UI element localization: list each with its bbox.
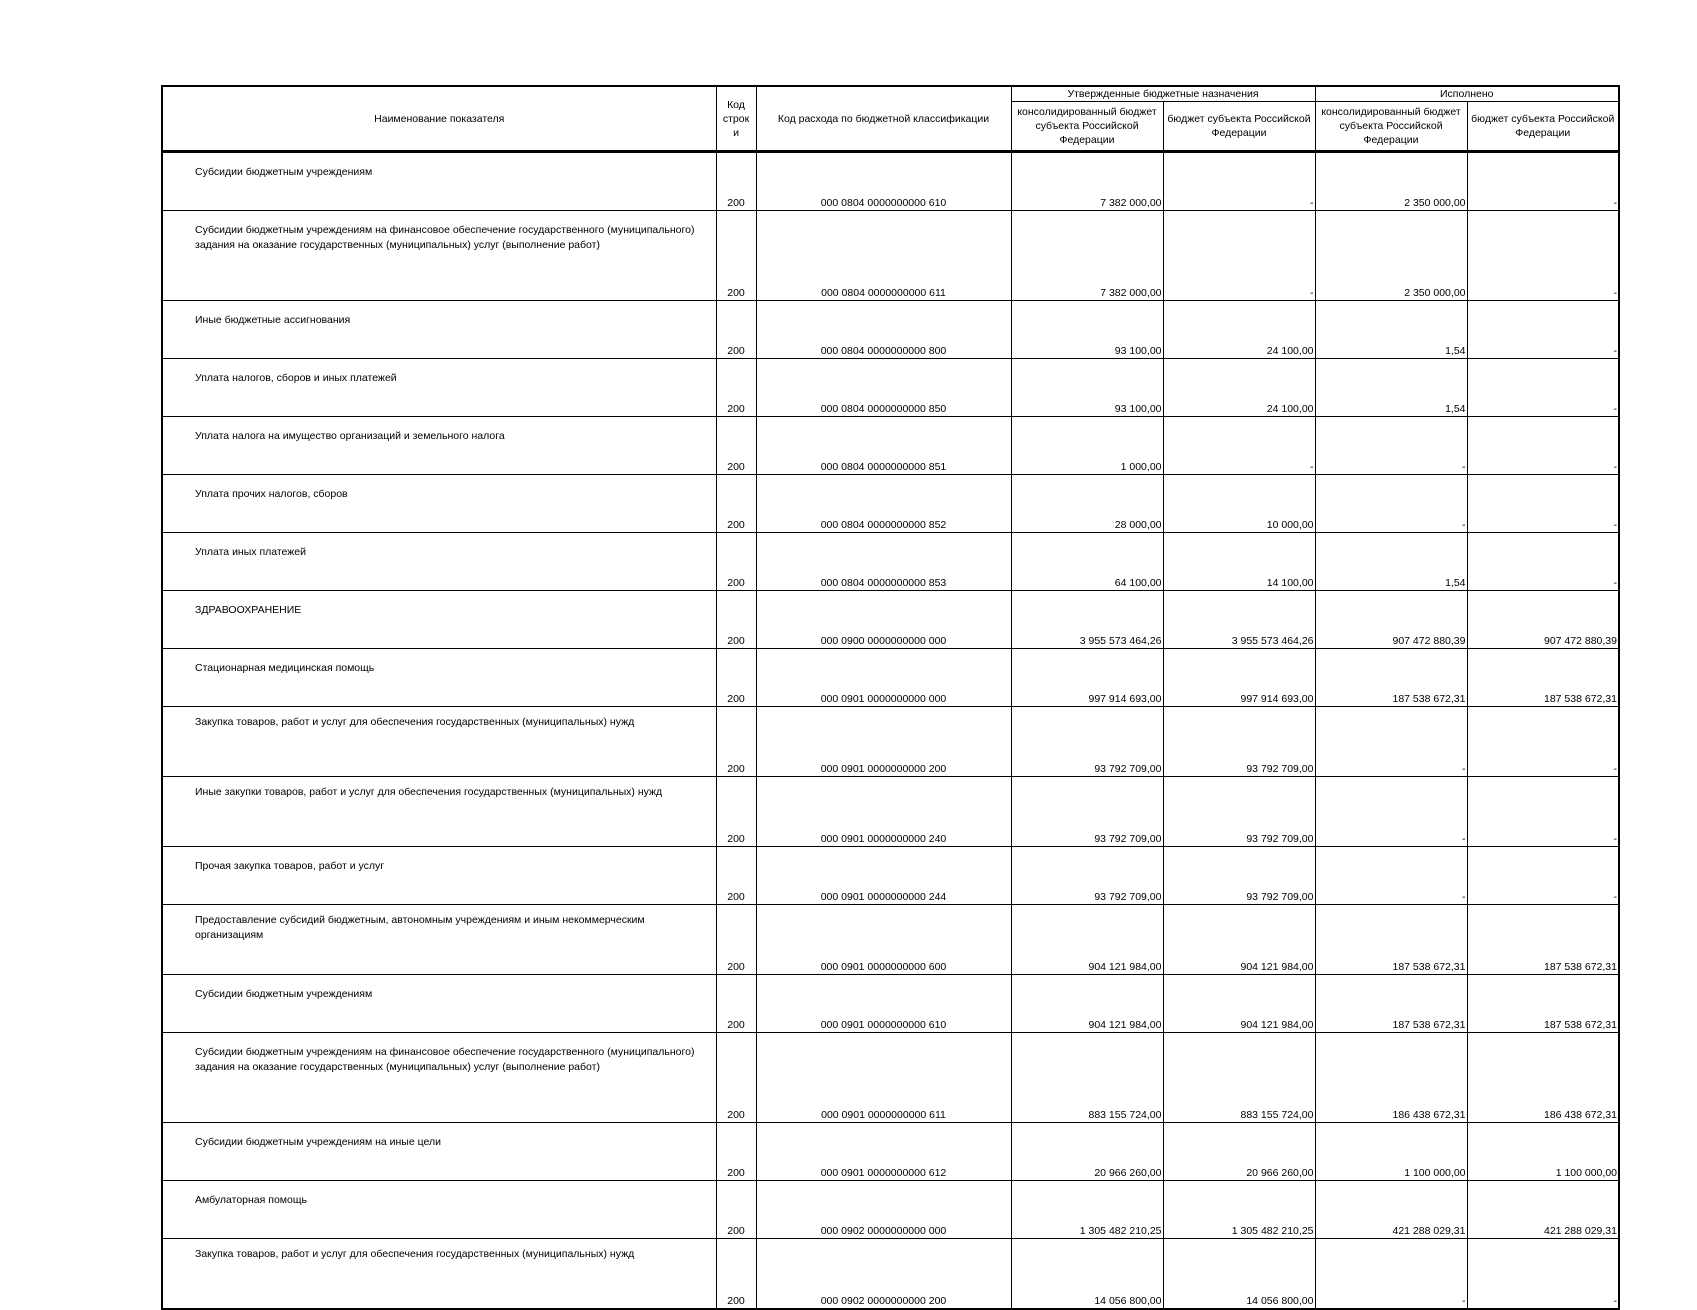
approved-subject-cell: 93 792 709,00: [1163, 777, 1315, 847]
approved-subject-cell: 20 966 260,00: [1163, 1123, 1315, 1181]
approved-consolidated-cell: 93 100,00: [1011, 359, 1163, 417]
table-row: [162, 475, 1619, 533]
executed-subject-cell: 1 100 000,00: [1467, 1123, 1619, 1181]
approved-consolidated-cell: 28 000,00: [1011, 475, 1163, 533]
table-row: [162, 649, 1619, 707]
approved-subject-cell: 883 155 724,00: [1163, 1033, 1315, 1123]
executed-consolidated-cell: -: [1315, 707, 1467, 777]
approved-subject-cell: -: [1163, 211, 1315, 301]
approved-consolidated-cell: 883 155 724,00: [1011, 1033, 1163, 1123]
executed-consolidated-cell: 907 472 880,39: [1315, 591, 1467, 649]
line-code-cell: 200: [716, 359, 756, 417]
approved-subject-cell: -: [1163, 417, 1315, 475]
header-executed-subject: бюджет субъекта Российской Федерации: [1467, 102, 1619, 152]
executed-consolidated-cell: -: [1315, 475, 1467, 533]
expense-code-cell: 000 0901 0000000000 244: [756, 847, 1011, 905]
indicator-name-cell: Закупка товаров, работ и услуг для обеспечения государственных (муниципальных) нужд: [162, 1239, 716, 1310]
table-row: [162, 707, 1619, 777]
expense-code-cell: 000 0901 0000000000 612: [756, 1123, 1011, 1181]
indicator-name-cell: Субсидии бюджетным учреждениям: [162, 152, 716, 211]
executed-subject-cell: -: [1467, 707, 1619, 777]
expense-code-cell: 000 0804 0000000000 852: [756, 475, 1011, 533]
executed-subject-cell: -: [1467, 777, 1619, 847]
indicator-name-cell: Уплата прочих налогов, сборов: [162, 475, 716, 533]
table-row: [162, 591, 1619, 649]
executed-consolidated-cell: 1,54: [1315, 301, 1467, 359]
header-executed-consolidated: консолидированный бюджет субъекта Российской Федерации: [1315, 102, 1467, 152]
table-row: [162, 1123, 1619, 1181]
executed-subject-cell: -: [1467, 1239, 1619, 1310]
expense-code-cell: 000 0804 0000000000 611: [756, 211, 1011, 301]
approved-consolidated-cell: 14 056 800,00: [1011, 1239, 1163, 1310]
expense-code-cell: 000 0902 0000000000 000: [756, 1181, 1011, 1239]
indicator-name-cell: Субсидии бюджетным учреждениям на финансовое обеспечение государственного (муниципального) задания на оказание государственных (муниципальных) услуг (выполнение работ): [162, 1033, 716, 1123]
table-row: [162, 359, 1619, 417]
table-row: [162, 1181, 1619, 1239]
executed-consolidated-cell: 2 350 000,00: [1315, 211, 1467, 301]
expense-code-cell: 000 0901 0000000000 240: [756, 777, 1011, 847]
approved-subject-cell: 904 121 984,00: [1163, 905, 1315, 975]
indicator-name-cell: Прочая закупка товаров, работ и услуг: [162, 847, 716, 905]
table-body: [162, 152, 1619, 1310]
expense-code-cell: 000 0804 0000000000 850: [756, 359, 1011, 417]
table-row: [162, 1239, 1619, 1310]
line-code-cell: 200: [716, 975, 756, 1033]
executed-subject-cell: 186 438 672,31: [1467, 1033, 1619, 1123]
indicator-name-cell: Субсидии бюджетным учреждениям: [162, 975, 716, 1033]
expense-code-cell: 000 0804 0000000000 800: [756, 301, 1011, 359]
executed-consolidated-cell: -: [1315, 777, 1467, 847]
line-code-cell: 200: [716, 777, 756, 847]
executed-subject-cell: -: [1467, 533, 1619, 591]
approved-consolidated-cell: 3 955 573 464,26: [1011, 591, 1163, 649]
line-code-cell: 200: [716, 533, 756, 591]
indicator-name-cell: Закупка товаров, работ и услуг для обеспечения государственных (муниципальных) нужд: [162, 707, 716, 777]
approved-subject-cell: 997 914 693,00: [1163, 649, 1315, 707]
executed-subject-cell: -: [1467, 475, 1619, 533]
executed-subject-cell: -: [1467, 211, 1619, 301]
line-code-cell: 200: [716, 649, 756, 707]
table-row: [162, 533, 1619, 591]
executed-subject-cell: -: [1467, 152, 1619, 211]
expense-code-cell: 000 0901 0000000000 600: [756, 905, 1011, 975]
executed-consolidated-cell: 421 288 029,31: [1315, 1181, 1467, 1239]
approved-subject-cell: 24 100,00: [1163, 359, 1315, 417]
approved-consolidated-cell: 93 792 709,00: [1011, 707, 1163, 777]
indicator-name-cell: Иные бюджетные ассигнования: [162, 301, 716, 359]
line-code-cell: 200: [716, 152, 756, 211]
approved-subject-cell: 93 792 709,00: [1163, 847, 1315, 905]
executed-consolidated-cell: 2 350 000,00: [1315, 152, 1467, 211]
indicator-name-cell: Уплата налогов, сборов и иных платежей: [162, 359, 716, 417]
approved-consolidated-cell: 7 382 000,00: [1011, 211, 1163, 301]
line-code-cell: 200: [716, 1033, 756, 1123]
table-row: [162, 152, 1619, 211]
indicator-name-cell: Стационарная медицинская помощь: [162, 649, 716, 707]
indicator-name-cell: ЗДРАВООХРАНЕНИЕ: [162, 591, 716, 649]
executed-subject-cell: 187 538 672,31: [1467, 905, 1619, 975]
executed-consolidated-cell: 1 100 000,00: [1315, 1123, 1467, 1181]
approved-consolidated-cell: 20 966 260,00: [1011, 1123, 1163, 1181]
executed-subject-cell: -: [1467, 301, 1619, 359]
table-row: [162, 905, 1619, 975]
executed-subject-cell: -: [1467, 417, 1619, 475]
approved-consolidated-cell: 1 305 482 210,25: [1011, 1181, 1163, 1239]
line-code-cell: 200: [716, 905, 756, 975]
line-code-cell: 200: [716, 1181, 756, 1239]
approved-subject-cell: 10 000,00: [1163, 475, 1315, 533]
table-row: [162, 975, 1619, 1033]
approved-subject-cell: 3 955 573 464,26: [1163, 591, 1315, 649]
line-code-cell: 200: [716, 211, 756, 301]
executed-consolidated-cell: -: [1315, 1239, 1467, 1310]
expense-code-cell: 000 0804 0000000000 610: [756, 152, 1011, 211]
approved-subject-cell: 24 100,00: [1163, 301, 1315, 359]
line-code-cell: 200: [716, 591, 756, 649]
approved-consolidated-cell: 64 100,00: [1011, 533, 1163, 591]
line-code-cell: 200: [716, 1123, 756, 1181]
line-code-cell: 200: [716, 475, 756, 533]
indicator-name-cell: Предоставление субсидий бюджетным, автономным учреждениям и иным некоммерческим организациям: [162, 905, 716, 975]
executed-subject-cell: 421 288 029,31: [1467, 1181, 1619, 1239]
expense-code-cell: 000 0900 0000000000 000: [756, 591, 1011, 649]
executed-consolidated-cell: 1,54: [1315, 533, 1467, 591]
approved-consolidated-cell: 93 100,00: [1011, 301, 1163, 359]
indicator-name-cell: Амбулаторная помощь: [162, 1181, 716, 1239]
expense-code-cell: 000 0804 0000000000 851: [756, 417, 1011, 475]
table-row: [162, 417, 1619, 475]
executed-consolidated-cell: 186 438 672,31: [1315, 1033, 1467, 1123]
header-approved-subject: бюджет субъекта Российской Федерации: [1163, 102, 1315, 152]
line-code-cell: 200: [716, 847, 756, 905]
executed-consolidated-cell: 187 538 672,31: [1315, 975, 1467, 1033]
approved-consolidated-cell: 93 792 709,00: [1011, 847, 1163, 905]
approved-subject-cell: 14 056 800,00: [1163, 1239, 1315, 1310]
approved-consolidated-cell: 1 000,00: [1011, 417, 1163, 475]
approved-subject-cell: 1 305 482 210,25: [1163, 1181, 1315, 1239]
expense-code-cell: 000 0902 0000000000 200: [756, 1239, 1011, 1310]
approved-consolidated-cell: 93 792 709,00: [1011, 777, 1163, 847]
table-row: [162, 211, 1619, 301]
approved-consolidated-cell: 904 121 984,00: [1011, 905, 1163, 975]
approved-subject-cell: 14 100,00: [1163, 533, 1315, 591]
header-approved-consolidated: консолидированный бюджет субъекта Российской Федерации: [1011, 102, 1163, 152]
indicator-name-cell: Уплата налога на имущество организаций и земельного налога: [162, 417, 716, 475]
indicator-name-cell: Субсидии бюджетным учреждениям на финансовое обеспечение государственного (муниципального) задания на оказание государственных (муниципальных) услуг (выполнение работ): [162, 211, 716, 301]
header-executed-group: Исполнено: [1315, 86, 1619, 102]
expense-code-cell: 000 0901 0000000000 610: [756, 975, 1011, 1033]
indicator-name-cell: Уплата иных платежей: [162, 533, 716, 591]
header-line-code: Код строк и: [716, 86, 756, 152]
table-row: [162, 847, 1619, 905]
table-header: [162, 86, 1619, 152]
expense-code-cell: 000 0901 0000000000 000: [756, 649, 1011, 707]
header-indicator-name: Наименование показателя: [162, 86, 716, 152]
executed-consolidated-cell: 187 538 672,31: [1315, 649, 1467, 707]
approved-subject-cell: 904 121 984,00: [1163, 975, 1315, 1033]
executed-consolidated-cell: -: [1315, 847, 1467, 905]
table-row: [162, 301, 1619, 359]
header-expense-code: Код расхода по бюджетной классификации: [756, 86, 1011, 152]
executed-subject-cell: 907 472 880,39: [1467, 591, 1619, 649]
executed-consolidated-cell: 187 538 672,31: [1315, 905, 1467, 975]
approved-consolidated-cell: 997 914 693,00: [1011, 649, 1163, 707]
executed-subject-cell: -: [1467, 359, 1619, 417]
line-code-cell: 200: [716, 301, 756, 359]
expense-code-cell: 000 0804 0000000000 853: [756, 533, 1011, 591]
approved-subject-cell: 93 792 709,00: [1163, 707, 1315, 777]
line-code-cell: 200: [716, 707, 756, 777]
table-row: [162, 777, 1619, 847]
expense-code-cell: 000 0901 0000000000 200: [756, 707, 1011, 777]
executed-subject-cell: 187 538 672,31: [1467, 649, 1619, 707]
executed-consolidated-cell: 1,54: [1315, 359, 1467, 417]
expense-code-cell: 000 0901 0000000000 611: [756, 1033, 1011, 1123]
line-code-cell: 200: [716, 417, 756, 475]
executed-subject-cell: 187 538 672,31: [1467, 975, 1619, 1033]
table-row: [162, 1033, 1619, 1123]
executed-subject-cell: -: [1467, 847, 1619, 905]
approved-subject-cell: -: [1163, 152, 1315, 211]
budget-execution-table: [161, 85, 1620, 1310]
executed-consolidated-cell: -: [1315, 417, 1467, 475]
indicator-name-cell: Иные закупки товаров, работ и услуг для обеспечения государственных (муниципальных) нужд: [162, 777, 716, 847]
approved-consolidated-cell: 904 121 984,00: [1011, 975, 1163, 1033]
indicator-name-cell: Субсидии бюджетным учреждениям на иные цели: [162, 1123, 716, 1181]
approved-consolidated-cell: 7 382 000,00: [1011, 152, 1163, 211]
header-approved-group: Утвержденные бюджетные назначения: [1011, 86, 1315, 102]
line-code-cell: 200: [716, 1239, 756, 1310]
